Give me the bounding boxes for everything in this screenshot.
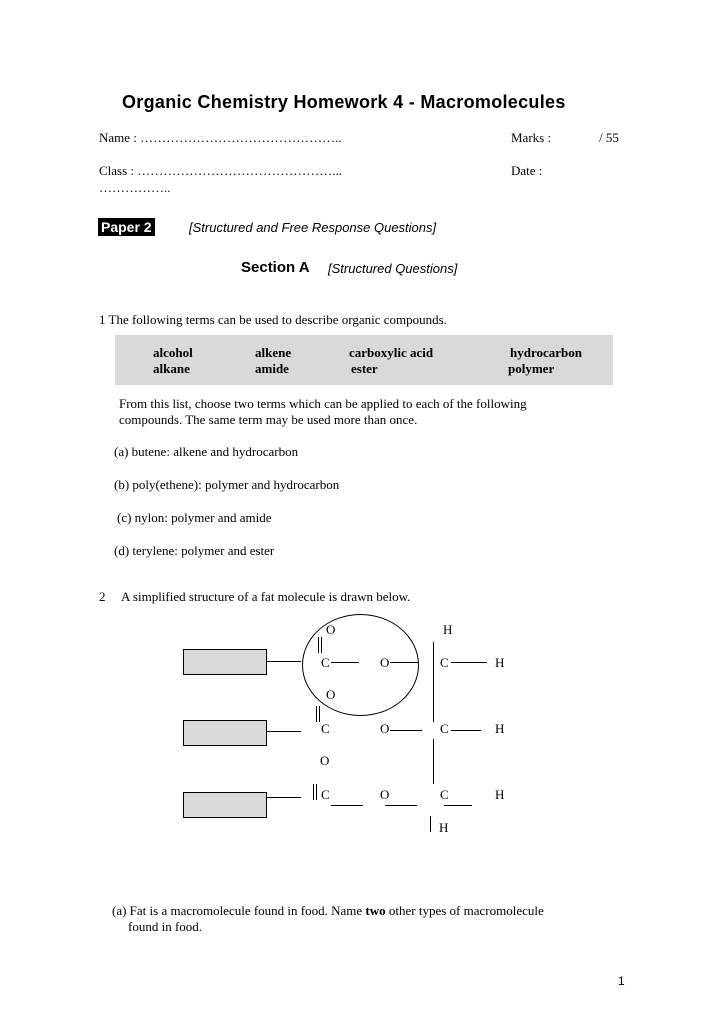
- answer-box-2: [183, 720, 267, 746]
- q1-instruction-line1: From this list, choose two terms which can be applied to each of the following: [119, 396, 527, 411]
- atom-o-ester-1: O: [380, 655, 390, 670]
- atom-o-ester-2: O: [380, 721, 390, 736]
- term-amide: amide: [255, 361, 289, 376]
- bond-line: [451, 662, 487, 663]
- double-bond-line: [319, 706, 320, 722]
- term-carboxylic-acid: carboxylic acid: [349, 345, 434, 360]
- q2-number: 2: [99, 589, 106, 604]
- double-bond-line: [316, 784, 317, 800]
- bond-line: [266, 797, 301, 798]
- ester-group-circle: [302, 614, 419, 716]
- atom-h-bottom: H: [439, 820, 449, 835]
- bond-line: [266, 731, 301, 732]
- term-alkane: alkane: [153, 361, 190, 376]
- section-label: Section A: [241, 259, 310, 276]
- atom-h-1: H: [495, 655, 505, 670]
- bond-line: [390, 730, 422, 731]
- bond-line: [390, 662, 418, 663]
- atom-h-3: H: [495, 787, 505, 802]
- marks-total: / 55: [599, 130, 619, 145]
- backbone-line: [433, 642, 434, 722]
- atom-o-carbonyl-2: O: [326, 687, 336, 702]
- marks-label: Marks :: [511, 130, 552, 145]
- atom-c-glycerol-3: C: [440, 787, 449, 802]
- q1-answer-b: (b) poly(ethene): polymer and hydrocarbon: [114, 477, 340, 492]
- bond-line: [444, 805, 472, 806]
- atom-c-carbonyl-2: C: [321, 721, 330, 736]
- bond-line: [331, 805, 363, 806]
- atom-o-carbonyl-1: O: [326, 622, 336, 637]
- paper-label: Paper 2: [98, 218, 155, 236]
- bond-line: [266, 661, 301, 662]
- double-bond-line: [316, 706, 317, 722]
- date-label: Date :: [511, 163, 543, 178]
- atom-o-ester-3: O: [380, 787, 390, 802]
- answer-box-1: [183, 649, 267, 675]
- q1-answer-c: (c) nylon: polymer and amide: [117, 510, 272, 525]
- atom-c-glycerol-2: C: [440, 721, 449, 736]
- answer-box-3: [183, 792, 267, 818]
- atom-h-2: H: [495, 721, 505, 736]
- q2-part-a-line1: [112, 903, 544, 919]
- double-bond-line: [313, 784, 314, 800]
- double-bond-line: [321, 637, 322, 653]
- q2-intro: A simplified structure of a fat molecule is drawn below.: [121, 589, 411, 604]
- double-bond-line: [318, 637, 319, 653]
- term-polymer: polymer: [508, 361, 555, 376]
- q2-part-a-bold: two: [365, 903, 386, 918]
- term-alcohol: alcohol: [153, 345, 193, 360]
- term-alkene: alkene: [255, 345, 292, 360]
- bond-line: [430, 816, 431, 832]
- backbone-line: [433, 739, 434, 784]
- atom-c-glycerol-1: C: [440, 655, 449, 670]
- q1-instruction-line2: compounds. The same term may be used more than once.: [119, 412, 418, 427]
- name-line: Name : ………………………………………..: [99, 130, 342, 145]
- q1-answer-d: (d) terylene: polymer and ester: [114, 543, 275, 558]
- page-number: 1: [618, 974, 625, 988]
- date-dots: ……………..: [99, 180, 171, 195]
- q2-part-a-line2: found in food.: [128, 919, 203, 934]
- term-ester: ester: [351, 361, 378, 376]
- section-description: [Structured Questions]: [328, 261, 458, 276]
- bond-line: [451, 730, 481, 731]
- page-title: Organic Chemistry Homework 4 - Macromolecules: [122, 92, 566, 112]
- paper-description: [Structured and Free Response Questions]: [189, 220, 437, 235]
- atom-c-carbonyl-1: C: [321, 655, 330, 670]
- q2-part-a-post: other types of macromolecule: [385, 903, 544, 918]
- atom-c-carbonyl-3: C: [321, 787, 330, 802]
- term-hydrocarbon: hydrocarbon: [510, 345, 582, 360]
- bond-line: [331, 662, 359, 663]
- atom-o-carbonyl-3: O: [320, 753, 330, 768]
- q2-part-a-pre: (a) Fat is a macromolecule found in food. Name: [112, 903, 366, 918]
- atom-h-top: H: [443, 622, 453, 637]
- bond-line: [385, 805, 417, 806]
- class-line: Class : ………………………………………...: [99, 163, 343, 178]
- q1-answer-a: (a) butene: alkene and hydrocarbon: [114, 444, 299, 459]
- q1-intro: 1 The following terms can be used to describe organic compounds.: [99, 312, 447, 327]
